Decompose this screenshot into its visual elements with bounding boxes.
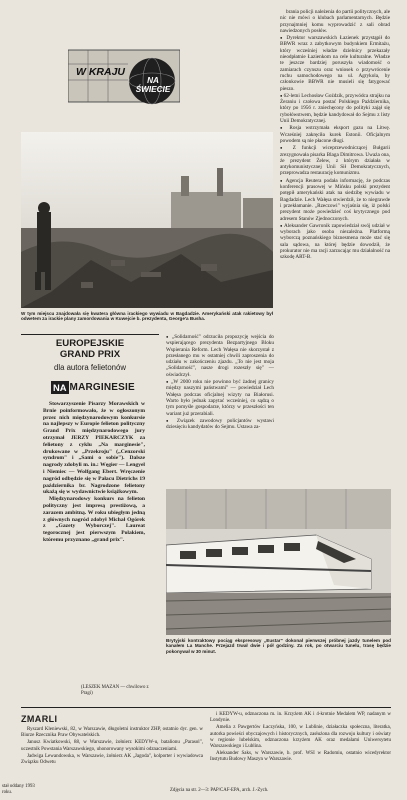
logo-na: NA (53, 381, 67, 393)
news-item: ● „Solidarność" odrzuciła propozycję wejścia do wspierającego prezydenta Bezpartyjnego Bloku Wspierania Reform. Lech Wałęsa nie skorzystał z przesłanego mu w ostatniej chwili zaproszenia do udziału w zakończeniu zjazdu. „To nie jest moja „Solidarność", nasze drogi rozeszły się" — oświadczył. (166, 334, 274, 378)
header-left-label: W KRAJU (76, 66, 125, 78)
box-title (21, 339, 159, 360)
footer-left: stał oddany 1993 roku. (2, 784, 35, 795)
news-column-2 (166, 334, 274, 431)
box-signature: (LESZEK MAZAN — chwilowo z Pragi) (81, 685, 149, 696)
news-item: ● 62-letni Lechosław Goździk, przywódca strajku na Żeraniu i czołowa postać Polskiego Października, który po 1956 r. zniechęcony do polityki zajął się rybołówstwem, będzie kandydował do Sejmu z listy Unii Demokratycznej. (280, 93, 390, 124)
obituary-item: Janusz Kwiatkowski, 88, w Warszawie, żołnierz KEDYW-u, batalionu „Parasol", uczestnik Powstania Warszawskiego, uhonorowany wysokimi odznaczeniami. (21, 740, 203, 752)
grand-prix-box (21, 334, 159, 695)
news-item: ● Agencja Reutera podała informację, że podczas konferencji prasowej w Mińsku polski prezydent potępił amerykański atak na siedzibę wywiadu w Bagdadzie. Lech Wałęsa stwierdził, że to niegrawde i przekłamanie. „Rzeczowi" wyjaśnia się, iż polski prezydent może powiedzieć coś krytycznego pod adresem Stanów Zjednoczonych. (280, 178, 390, 222)
logo-marginesie: MARGINESIE (69, 381, 135, 393)
box-subtitle: dla autora felietonów (54, 363, 126, 372)
box-paragraph: Stowarzyszenie Pisarzy Morawskich w Brnie poinformowało, że w ogłoszonym przez nich międzynarodowym konkursie na najlepszy w Europie felieton polityczny Grand Prix międzynarodowego jury otrzymał JERZY PIEKARCZYK za felietony z cyklu „Na marginesie", drukowane w „Przekroju" („Cenzorski syndrom" i „Sami o sobie"). Dalsze nagrody zdobyli m. in.: Węgier — Lengyel i Niemiec — Wolfgang Ebert. Wręczenie nagród odbędzie się w Pałacu Dietrichs 19 października br. Nagrodzone felietony ukażą się w wydawnictwie książkowym. (43, 401, 145, 496)
obituary-item: Jadwiga Lewandowska, w Warszawie, żołnierz AK „Jagoda", kolporter i wywiadowca Związku Odwetu (21, 753, 203, 766)
box-body (43, 401, 145, 544)
box-title-line1: EUROPEJSKIE (55, 338, 125, 349)
box-title-line2: GRAND PRIX (59, 348, 121, 360)
obituary-item: Ryszard Kleniewski, 82, w Warszawie, długoletni instruktor ZHP, ostatnio dyr. gen. w Biurze Rzecznika Praw Obywatelskich. (21, 727, 203, 739)
photo-train-caption: Brytyjski kontraktowy pociąg ekspresowy „Eustar" dokonał pierwszej próbnej jazdy tunelem pod kanałem La Manche. Przejazd trwał dwie i pół godziny. Za rok, po otwarciu tunelu, trasę będzie pokonywał w 30 minut. (166, 638, 391, 654)
footer-photo-credit: Zdjęcia na str. 2—3: PAP/CAF-EPA, arch. J.-Zych. (170, 788, 269, 793)
obituary-item: i KEDYW-u, odznaczona m. in. Krzyżem AK i 4-krotnie Medalem WP, nadanym w Londynie. (210, 712, 391, 724)
news-item: ● Związek zawodowy policjantów wystawi dziesięciu kandydatów do Sejmu. Ustawa za- (166, 418, 274, 431)
news-item: ● Aleksander Gawronik zapowiedział swój udział w wyborach jako osoba niezależna. Platformą wyborczą poznańskiego biznesmena może stać się sala sądowa, na której będzie dowodził, że prokurator nie ma racji zarzucając mu działalność na szkodę ART-B. (280, 223, 390, 261)
news-item: ● Z funkcji wiceprzewodniczącej Bułgarii zrezygnowała pisarka Blaga Dimitrowa. Uważa ona, że prezydent Żelew, z którym działała w antykomunistycznej Unii Sił Demokratycznych, przeprowadza restaurację komunizmu. (280, 145, 390, 176)
header-right-label: NA ŚWIECIE (135, 76, 171, 94)
news-item: ● Dyrektor warszawskich Łazienek przystąpił do BBWR wraz z zabytkowym budynkiem Ermitażu, który wcześniej władze dzielnicy przekazały nieodpłatnie Łazienkom na cele kulturalne. Władze te jeszcze bardziej poruszyła wiadomość o zamiarach czynszu oraz wniosek o przywrócenie ruchu samochodowego na ul. Agrykola, by członkowie BBWR nie musieli się fatygować pieszo. (280, 35, 390, 92)
zmarli-column-right (210, 712, 391, 765)
photo-baghdad-caption: W tym miejscu znajdowała się kwatera główna irackiego wywiadu w Bagdadzie. Amerykański atak rakietowy był odwetem za irackie plany zamordowania w Kuwejcie b. prezydenta, George'a Busha. (21, 311, 273, 322)
obituary-item: Aleksander Saks, w Warszawie, b. prof. WSI w Radomiu, ostatnio wicedyrektor Instytutu Budowy Maszyn w Warszawie. (210, 751, 391, 763)
news-column-3 (280, 9, 390, 262)
obituary-item: Amelia z Pawgertów Łaczyńska, 100, w Lublinie, działaczka społeczna, literatka, autorka powieści obyczajowych i historycznych, zasłużona dla rozwoju kultury i oświaty w regionie lubelskim, odznaczona krzyżem AK oraz medalami Uniwersytetu Warszawskiego i Lublina. (210, 725, 391, 750)
zmarli-heading: ZMARLI (21, 714, 58, 724)
zmarli-column-left (21, 727, 203, 767)
section-divider (21, 707, 391, 708)
news-item: ● Rosja wstrzymała eksport gazu na Litwę. Wcześniej zakręciła kurek Estonii. Oficjalnym powodem są nie płacone długi. (280, 125, 390, 144)
photo-baghdad-ruins (21, 132, 273, 308)
section-header (68, 46, 180, 116)
news-item: brania policji należenia do partii politycznych, ale nic nie mówi o klubach parlamentarnych. Będzie przynajmniej komu wyprowadzić z sali obrad nawiedzonych posłów. (280, 9, 390, 34)
news-item: ● „W 2000 roku nie powinno być żadnej granicy między naszymi państwami" — powiedział Lech Wałęsa podczas oficjalnej wizyty na Białorusi. Warto było jednak zapytać wcześniej, co sądzą o tym pomyśle gospodarze, którzy w przeszłości ten wariant już przerabiali. (166, 379, 274, 417)
box-paragraph: Międzynarodowy konkurs na felieton polityczny jest impresą prestiżową, a zarazem ambitną. W roku ubiegłym jedną z głównych nagród zdobył Michał Ogórek z „Gazety Wyborczej". Laureat tegorocznej jest pierwszym Polakiem, któremu przyznano „grand prix". (43, 496, 145, 543)
na-marginesie-logo (51, 380, 135, 394)
photo-train-tunnel (166, 489, 391, 635)
